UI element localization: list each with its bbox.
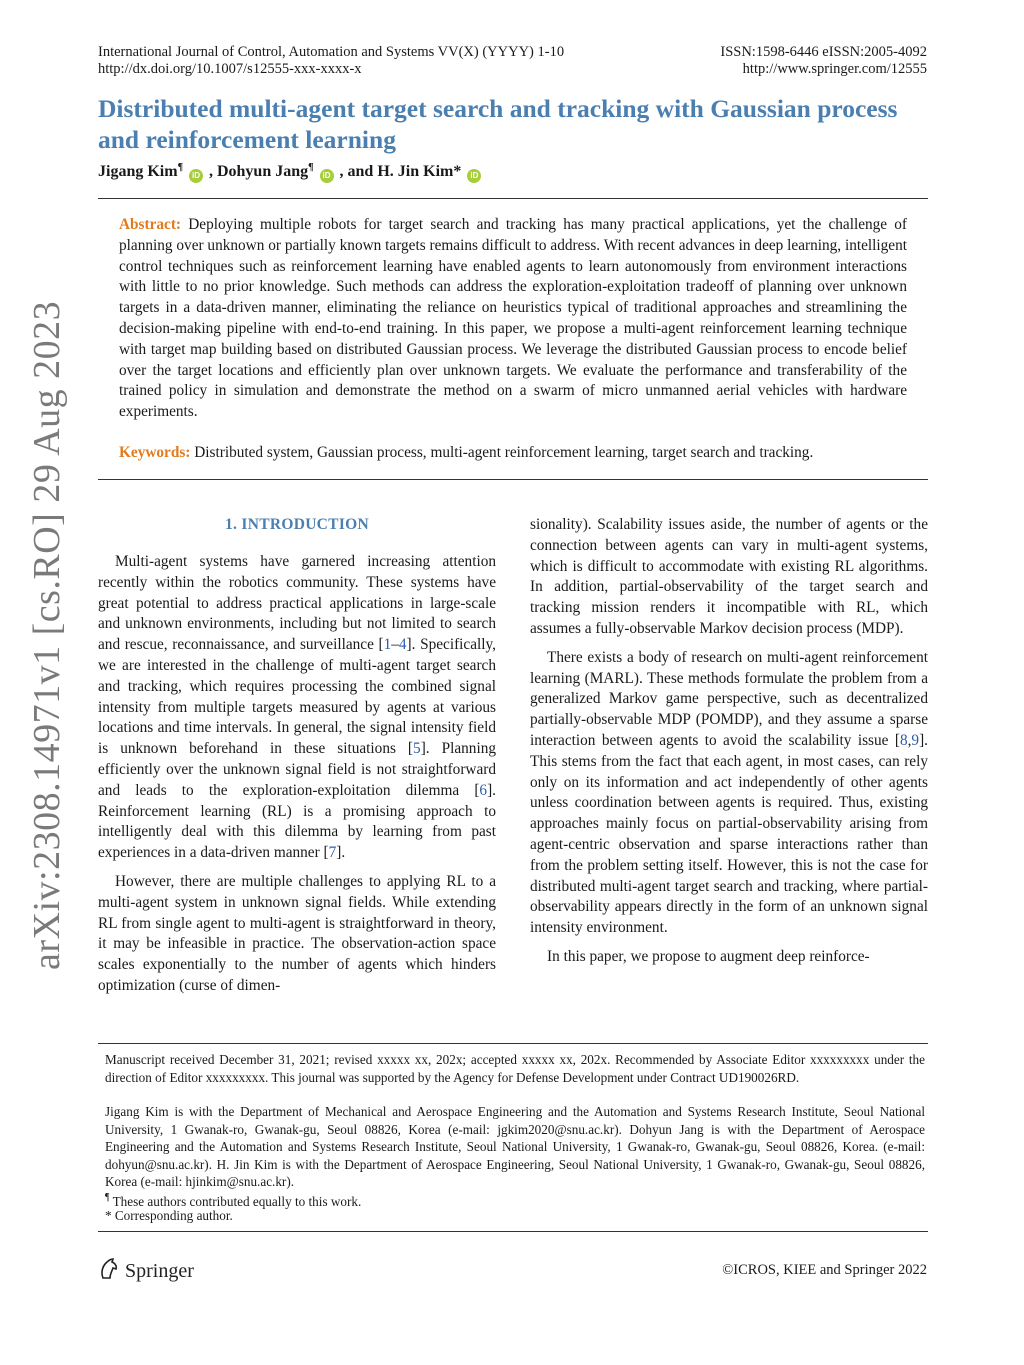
author-list <box>98 162 483 183</box>
citation-link[interactable]: 4 <box>398 636 407 654</box>
equal-contribution-note: ¶ These authors contributed equally to this work. <box>105 1192 362 1209</box>
citation-link[interactable]: 6 <box>479 781 488 799</box>
orcid-icon[interactable]: iD <box>467 169 481 183</box>
springer-logo <box>98 1257 194 1283</box>
author-3: H. Jin Kim* <box>377 163 462 180</box>
divider <box>98 1043 928 1044</box>
left-column <box>98 552 496 1005</box>
affiliation-note: Jigang Kim is with the Department of Mechanical and Aerospace Engineering and the Automation and Systems Research Institute, Seoul National University, 1 Gwanak-ro, Gwanak-gu, Seoul 08826, Korea (e-mail: jgkim2020@snu.ac.kr). Dohyun Jang is with the Department of Aerospace Engineering and the Automation and Systems Research Institute, Seoul National University, 1 Gwanak-ro, Gwanak-gu, Seoul 08826, Korea. (e-mail: dohyun@snu.ac.kr). H. Jin Kim is with the Department of Aerospace Engineering, Seoul National University, 1 Gwanak-ro, Gwanak-gu, Seoul 08826, Korea (e-mail: hjinkim@snu.ac.kr). <box>105 1104 925 1189</box>
divider <box>98 1231 928 1232</box>
citation-link[interactable]: 7 <box>328 844 337 862</box>
author-sep: , and <box>335 163 378 180</box>
equal-contrib-mark: ¶ <box>177 162 183 173</box>
keywords <box>119 443 919 463</box>
orcid-icon[interactable]: iD <box>320 169 334 183</box>
section-heading-introduction: 1. INTRODUCTION <box>224 516 369 533</box>
abstract-label: Abstract: <box>119 216 182 233</box>
paragraph: There exists a body of research on multi-agent reinforcement learning (MARL). These methods formulate the problem from a generalized Markov game perspective, such as decentralized partially-observable MDP (POMDP), and they assume a sparse interaction between agents to avoid the scalability issue [8,9]. This stems from the fact that each agent, in most cases, can rely only on its information and act independently of other agents unless coordination between agents is required. Thus, existing approaches mainly focus on partial-observability arising from agent-centric observation and sparse interactions rather than from the problem setting itself. However, this is not the case for distributed multi-agent target search and tracking, where partial-observability appears directly in the form of an unknown signal intensity environment. <box>530 648 928 937</box>
arxiv-stamp[interactable]: arXiv:2308.14971v1 [cs.RO] 29 Aug 2023 <box>26 300 68 970</box>
citation-link[interactable]: 5 <box>413 740 421 758</box>
paragraph: However, there are multiple challenges to applying RL to a multi-agent system in unknown signal fields. While extending RL from single agent to multi-agent is straightforward in theory, it may be infeasible in practice. The observation-action space scales exponentially to the number of agents which hinders optimization (curse of dimen- <box>98 872 496 994</box>
keywords-label: Keywords: <box>119 444 191 461</box>
springer-url[interactable]: http://www.springer.com/12555 <box>742 61 927 77</box>
horse-icon <box>98 1257 120 1281</box>
paragraph: Multi-agent systems have garnered increasing attention recently within the robotics community. These systems have great potential to address practical applications in large-scale and unknown environments, including but not limited to search and rescue, reconnaissance, and surveillance [1–4]. Specifically, we are interested in the challenge of multi-agent target search and tracking, which requires processing the combined signal intensity from multiple targets measured by agents at various locations and time intervals. In general, the signal intensity field is unknown beforehand in these situations [5]. Planning efficiently over the unknown signal field is not straightforward and leads to the exploration-exploitation dilemma [6]. Reinforcement learning (RL) is a promising approach to intelligently deal with this dilemma by learning from past experiences in a data-driven manner [7]. <box>98 553 496 862</box>
right-column <box>530 515 928 976</box>
abstract-text: Deploying multiple robots for target search and tracking has many practical applications, yet the challenge of planning over unknown or partially known targets remains difficult to address. With recent advances in deep learning, intelligent control techniques such as reinforcement learning have enabled agents to learn autonomously from environment interactions with little to no prior knowledge. Such methods can address the exploration-exploitation tradeoff of planning over unknown targets in a data-driven manner, eliminating the reliance on heuristics typical of traditional approaches and streamlining the decision-making pipeline with end-to-end training. In this paper, we propose a multi-agent reinforcement learning technique with target map building based on distributed Gaussian process. We leverage the distributed Gaussian process to encode belief over the target locations and efficiently plan over unknown targets. We evaluate the performance and transferability of the trained policy in simulation and demonstrate the method on a swarm of micro unmanned aerial vehicles with hardware experiments. <box>119 216 908 421</box>
publisher-name: Springer <box>125 1260 194 1282</box>
paragraph: sionality). Scalability issues aside, the number of agents or the connection between agents can vary in multi-agent systems, which is difficult to accommodate with existing RL algorithms. In addition, partial-observability of the target search and tracking mission renders it incompatible with RL, which assumes a fully-observable Markov decision process (MDP). <box>530 516 928 637</box>
author-sep: , <box>204 163 217 180</box>
copyright: ©ICROS, KIEE and Springer 2022 <box>722 1262 927 1278</box>
author-2: Dohyun Jang <box>216 163 309 180</box>
divider <box>98 479 928 480</box>
author-1: Jigang Kim <box>98 163 178 180</box>
keywords-text: Distributed system, Gaussian process, multi-agent reinforcement learning, target search and tracking. <box>194 444 814 461</box>
paper-title: Distributed multi-agent target search and tracking with Gaussian process and reinforcement learning <box>98 94 898 154</box>
issn: ISSN:1598-6446 eISSN:2005-4092 <box>720 44 927 60</box>
orcid-icon[interactable]: iD <box>189 169 203 183</box>
abstract <box>119 215 907 423</box>
corresponding-note: * Corresponding author. <box>105 1208 233 1223</box>
citation-link[interactable]: 1 <box>383 636 392 654</box>
journal-citation: International Journal of Control, Automation and Systems VV(X) (YYYY) 1-10 <box>98 44 565 60</box>
paragraph: In this paper, we propose to augment deep reinforce- <box>547 947 870 965</box>
manuscript-note: Manuscript received December 31, 2021; revised xxxxx xx, 202x; accepted xxxxx xx, 202x. Recommended by Associate Editor xxxxxxxxx under the direction of Editor xxxxxxxxx. This journal was supported by the Agency for Defense Development under Contract UD190026RD. <box>105 1052 925 1085</box>
divider <box>98 198 928 199</box>
citation-link[interactable]: 9 <box>911 731 920 749</box>
citation-link[interactable]: 8 <box>899 731 908 749</box>
doi-link[interactable]: http://dx.doi.org/10.1007/s12555-xxx-xxxx-x <box>98 61 362 77</box>
equal-contrib-mark: ¶ <box>308 162 314 173</box>
